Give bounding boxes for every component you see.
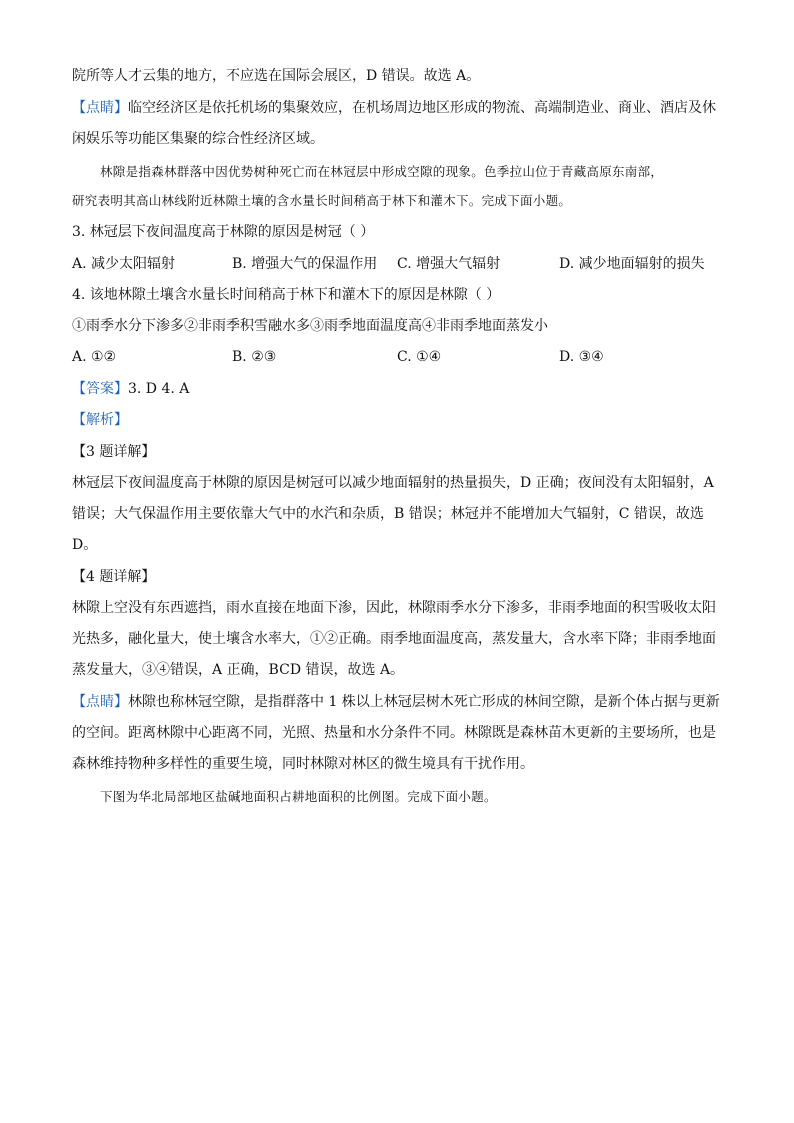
option-d: D. 减少地面辐射的损失 (559, 256, 705, 272)
answer-line (72, 379, 189, 399)
tip-line (72, 692, 720, 712)
question-4-statements: ①雨季水分下渗多②非雨季积雪融水多③雨季地面温度高④非雨季地面蒸发小 (72, 318, 548, 334)
answer-tag: 【答案】 (72, 381, 128, 397)
section-tag: 【点睛】 (72, 100, 128, 116)
text-line: 蒸发量大，③④错误，A 正确，BCD 错误，故选 A。 (72, 662, 405, 678)
text-line: 闲娱乐等功能区集聚的综合性经济区域。 (72, 131, 324, 147)
text-line: 林冠层下夜间温度高于林隙的原因是树冠可以减少地面辐射的热量损失，D 正确；夜间没有太阳辐射，A (72, 475, 714, 491)
passage-line: 下图为华北局部地区盐碱地面积占耕地面积的比例图。完成下面小题。 (100, 789, 497, 804)
option-c: C. ①④ (397, 349, 442, 365)
option-a: A. 减少太阳辐射 (72, 256, 176, 272)
question-3: 3. 林冠层下夜间温度高于林隙的原因是树冠（ ） (72, 224, 375, 240)
answer-text: 3. D 4. A (128, 381, 190, 397)
text-line: 林隙上空没有东西遮挡，雨水直接在地面下渗，因此，林隙雨季水分下渗多，非雨季地面的积雪吸收太阳 (72, 600, 716, 616)
text-line: 森林维持物种多样性的重要生境，同时林隙对林区的微生境具有干扰作用。 (72, 756, 534, 772)
text-line: D。 (72, 537, 98, 553)
text-line: 光热多，融化量大，使土壤含水率大，①②正确。雨季地面温度高，蒸发量大，含水率下降；非雨季地面 (72, 631, 716, 647)
passage-line: 研究表明其高山林线附近林隙土壤的含水量长时间稍高于林下和灌木下。完成下面小题。 (72, 193, 572, 208)
option-c: C. 增强大气辐射 (397, 256, 501, 272)
option-b: B. 增强大气的保温作用 (232, 256, 378, 272)
text-segment: 林隙也称林冠空隙，是指群落中 1 株以上林冠层树木死亡形成的林间空隙，是新个体占据与更新 (128, 694, 720, 710)
section-tag: 【点睛】 (72, 694, 128, 710)
text-line: 的空间。距离林隙中心距离不同，光照、热量和水分条件不同。林隙既是森林苗木更新的主要场所，也是 (72, 725, 716, 741)
option-b: B. ②③ (232, 349, 277, 365)
option-d: D. ③④ (559, 349, 604, 365)
tip-line (72, 98, 716, 118)
option-a: A. ①② (72, 349, 117, 365)
text-line: 院所等人才云集的地方，不应选在国际会展区，D 错误。故选 A。 (72, 68, 481, 84)
analysis-tag: 【解析】 (72, 412, 128, 428)
detail-3-tag: 【3 题详解】 (72, 444, 156, 460)
question-4: 4. 该地林隙土壤含水量长时间稍高于林下和灌木下的原因是林隙（ ） (72, 287, 501, 303)
text-segment: 临空经济区是依托机场的集聚效应，在机场周边地区形成的物流、高端制造业、商业、酒店及休 (128, 100, 716, 116)
text-line: 错误；大气保温作用主要依靠大气中的水汽和杂质，B 错误；林冠并不能增加大气辐射，C 错误，故选 (72, 506, 704, 522)
passage-line: 林隙是指森林群落中因优势树种死亡而在林冠层中形成空隙的现象。色季拉山位于青藏高原东南部， (100, 164, 664, 179)
detail-4-tag: 【4 题详解】 (72, 569, 156, 585)
